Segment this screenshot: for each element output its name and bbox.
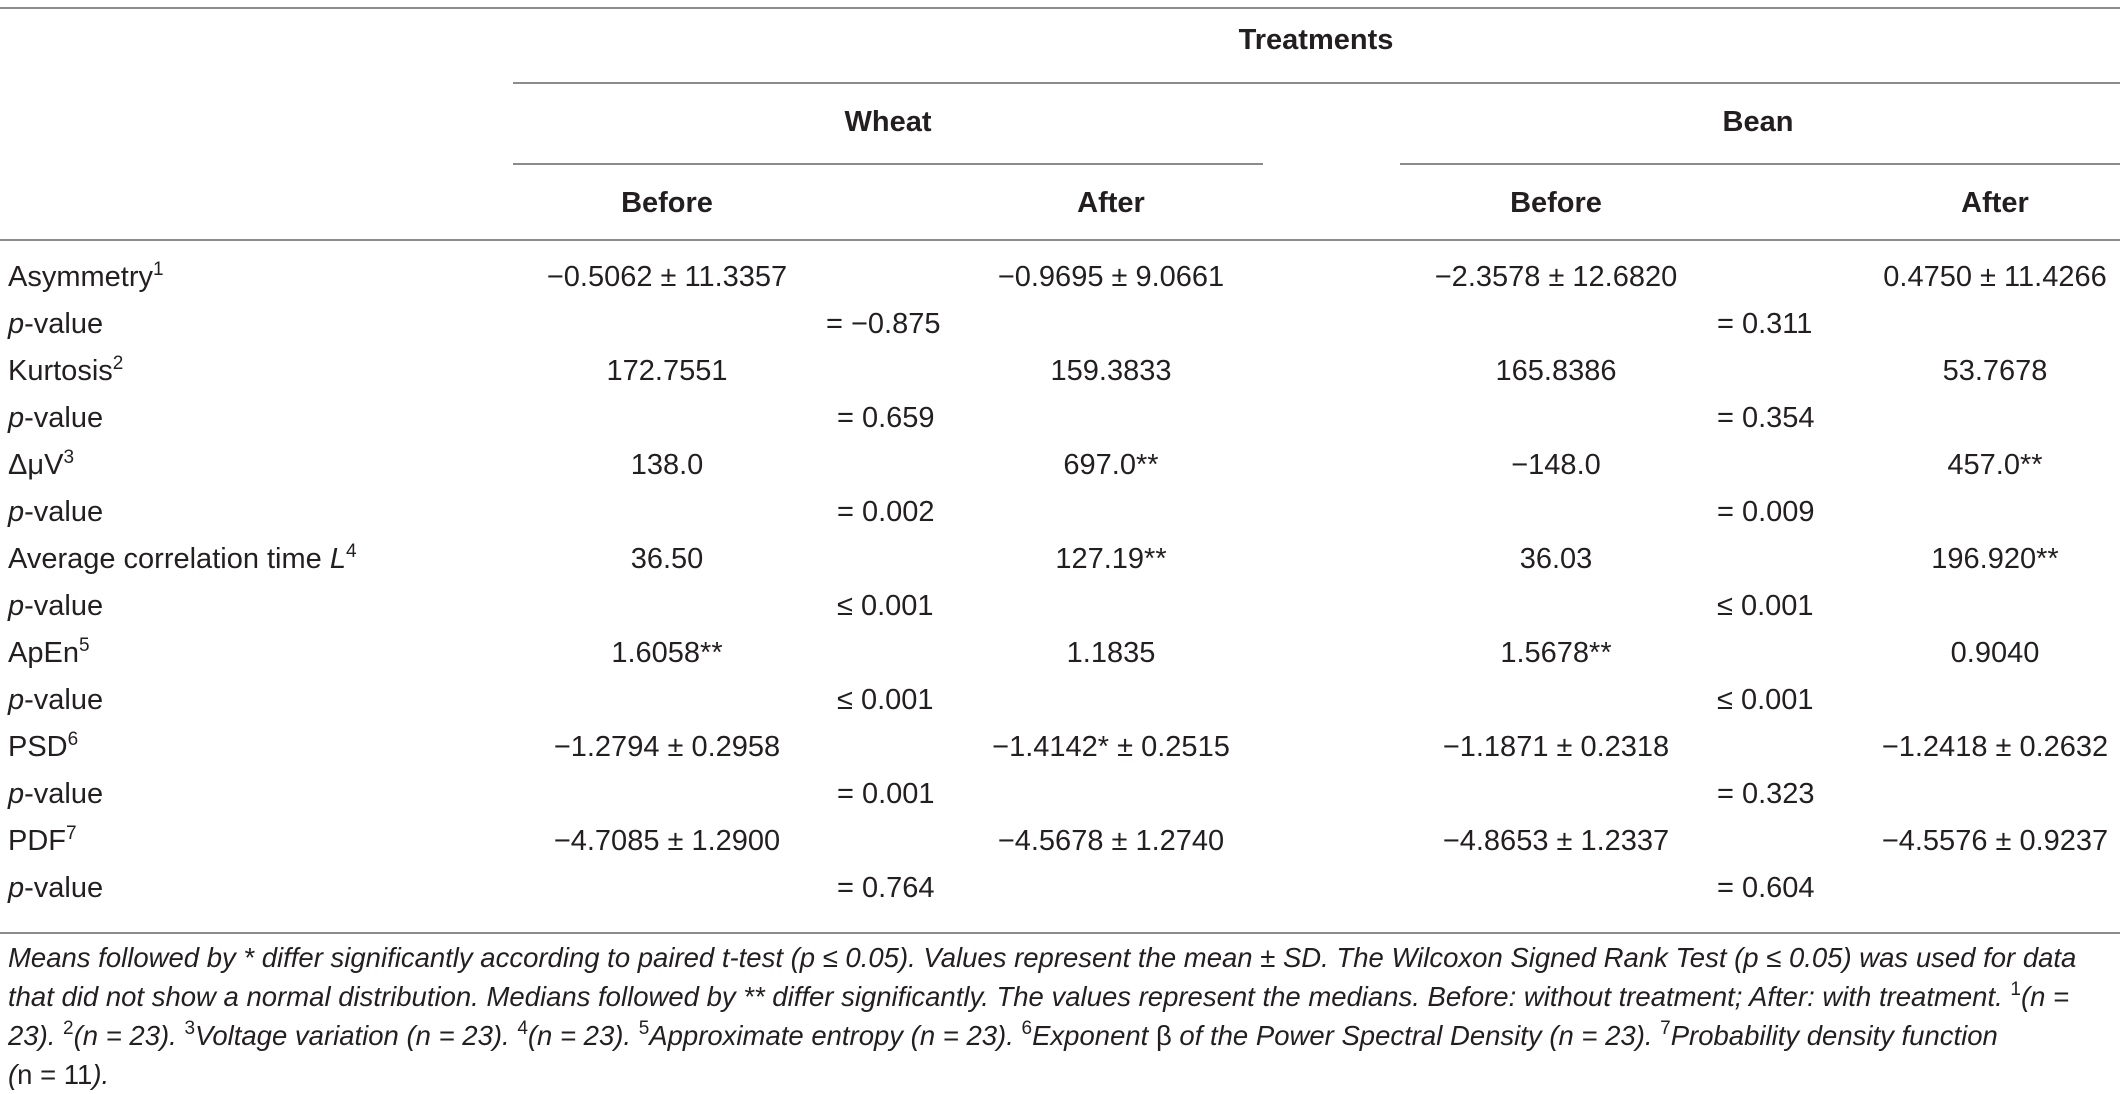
- pdf-wheat-after: −4.5678 ± 1.2740: [997, 825, 1225, 857]
- bean-before-header: Before: [1510, 187, 1602, 219]
- treatments-header: Treatments: [1238, 24, 1394, 56]
- psd-bean-before: −1.1871 ± 0.2318: [1442, 731, 1670, 763]
- kurtosis-bean-before: 165.8386: [1495, 355, 1617, 387]
- asymmetry-wheat-before: −0.5062 ± 11.3357: [546, 261, 788, 293]
- p-value-label: p-value: [8, 590, 104, 622]
- psd-bean-after: −1.2418 ± 0.2632: [1881, 731, 2109, 763]
- table-footnote: Means followed by * differ significantly according to paired t-test (p ≤ 0.05). Values represent the mean ± SD. The Wilcoxon Signed Rank Test (p ≤ 0.05) was used for data that did not show a normal distribution. Medians followed by ** differ significantly. The values represent the medians. Before: without treatment; After: with treatment. $^1$(n = 23). $^2$(n = 23). $^3$Voltage variation (n = 23). $^4$(n = 23). $^5$Approximate entropy (n = 23). $^6$Exponent β of the Power Spectral Density (n = 23). $^7$Probability density function (n = 11).: [8, 942, 2077, 1090]
- row-label-voltage-variation: ΔμV$^3$: [8, 447, 75, 481]
- voltage-bean-before: −148.0: [1511, 449, 1601, 481]
- voltage-wheat-p: = 0.002: [837, 496, 935, 528]
- apen-wheat-after: 1.1835: [1066, 637, 1156, 669]
- bean-rule: [1400, 163, 2120, 165]
- correlation-bean-after: 196.920**: [1931, 543, 2059, 575]
- asymmetry-bean-before: −2.3578 ± 12.6820: [1434, 261, 1678, 293]
- voltage-wheat-before: 138.0: [630, 449, 704, 481]
- correlation-wheat-before: 36.50: [630, 543, 704, 575]
- row-label-average-correlation-time: Average correlation time $L^4$: [8, 541, 357, 575]
- treatments-rule: [513, 82, 2120, 84]
- kurtosis-wheat-before: 172.7551: [606, 355, 728, 387]
- psd-wheat-p: = 0.001: [837, 778, 935, 810]
- row-label-psd: PSD$^6$: [8, 729, 79, 763]
- wheat-rule: [513, 163, 1263, 165]
- wheat-header: Wheat: [844, 106, 932, 138]
- p-value-label: p-value: [8, 308, 104, 340]
- psd-bean-p: = 0.323: [1717, 778, 1815, 810]
- table-bottom-rule: [0, 932, 2120, 934]
- p-value-label: p-value: [8, 402, 104, 434]
- header-bottom-rule: [0, 239, 2120, 241]
- voltage-wheat-after: 697.0**: [1063, 449, 1159, 481]
- pdf-wheat-before: −4.7085 ± 1.2900: [553, 825, 781, 857]
- kurtosis-bean-p: = 0.354: [1717, 402, 1815, 434]
- asymmetry-wheat-after: −0.9695 ± 9.0661: [997, 261, 1225, 293]
- apen-bean-before: 1.5678**: [1500, 637, 1612, 669]
- voltage-bean-after: 457.0**: [1947, 449, 2043, 481]
- asymmetry-bean-p: = 0.311: [1717, 308, 1813, 340]
- row-label-pdf: PDF$^7$: [8, 823, 77, 857]
- psd-wheat-after: −1.4142* ± 0.2515: [992, 731, 1230, 763]
- psd-wheat-before: −1.2794 ± 0.2958: [553, 731, 781, 763]
- pdf-bean-after: −4.5576 ± 0.9237: [1881, 825, 2109, 857]
- pdf-wheat-p: = 0.764: [837, 872, 935, 904]
- kurtosis-bean-after: 53.7678: [1942, 355, 2048, 387]
- bean-after-header: After: [1961, 187, 2029, 219]
- wheat-before-header: Before: [621, 187, 713, 219]
- pdf-bean-before: −4.8653 ± 1.2337: [1442, 825, 1670, 857]
- top-rule: [0, 7, 2120, 9]
- wheat-after-header: After: [1077, 187, 1145, 219]
- correlation-bean-before: 36.03: [1519, 543, 1593, 575]
- voltage-bean-p: = 0.009: [1717, 496, 1815, 528]
- p-value-label: p-value: [8, 872, 104, 904]
- p-value-label: p-value: [8, 496, 104, 528]
- bean-header: Bean: [1722, 106, 1794, 138]
- p-value-label: p-value: [8, 684, 104, 716]
- asymmetry-bean-after: 0.4750 ± 11.4266: [1883, 261, 2107, 293]
- row-label-asymmetry: Asymmetry$^1$: [8, 259, 164, 293]
- correlation-bean-p: ≤ 0.001: [1717, 590, 1814, 622]
- kurtosis-wheat-p: = 0.659: [837, 402, 935, 434]
- row-label-apen: ApEn$^5$: [8, 635, 90, 669]
- pdf-bean-p: = 0.604: [1717, 872, 1815, 904]
- kurtosis-wheat-after: 159.3833: [1050, 355, 1172, 387]
- correlation-wheat-p: ≤ 0.001: [837, 590, 934, 622]
- apen-bean-after: 0.9040: [1950, 637, 2040, 669]
- p-value-label: p-value: [8, 778, 104, 810]
- correlation-wheat-after: 127.19**: [1055, 543, 1167, 575]
- row-label-kurtosis: Kurtosis$^2$: [8, 353, 124, 387]
- apen-bean-p: ≤ 0.001: [1717, 684, 1814, 716]
- asymmetry-wheat-p: = −0.875: [826, 308, 941, 340]
- apen-wheat-before: 1.6058**: [611, 637, 723, 669]
- apen-wheat-p: ≤ 0.001: [837, 684, 934, 716]
